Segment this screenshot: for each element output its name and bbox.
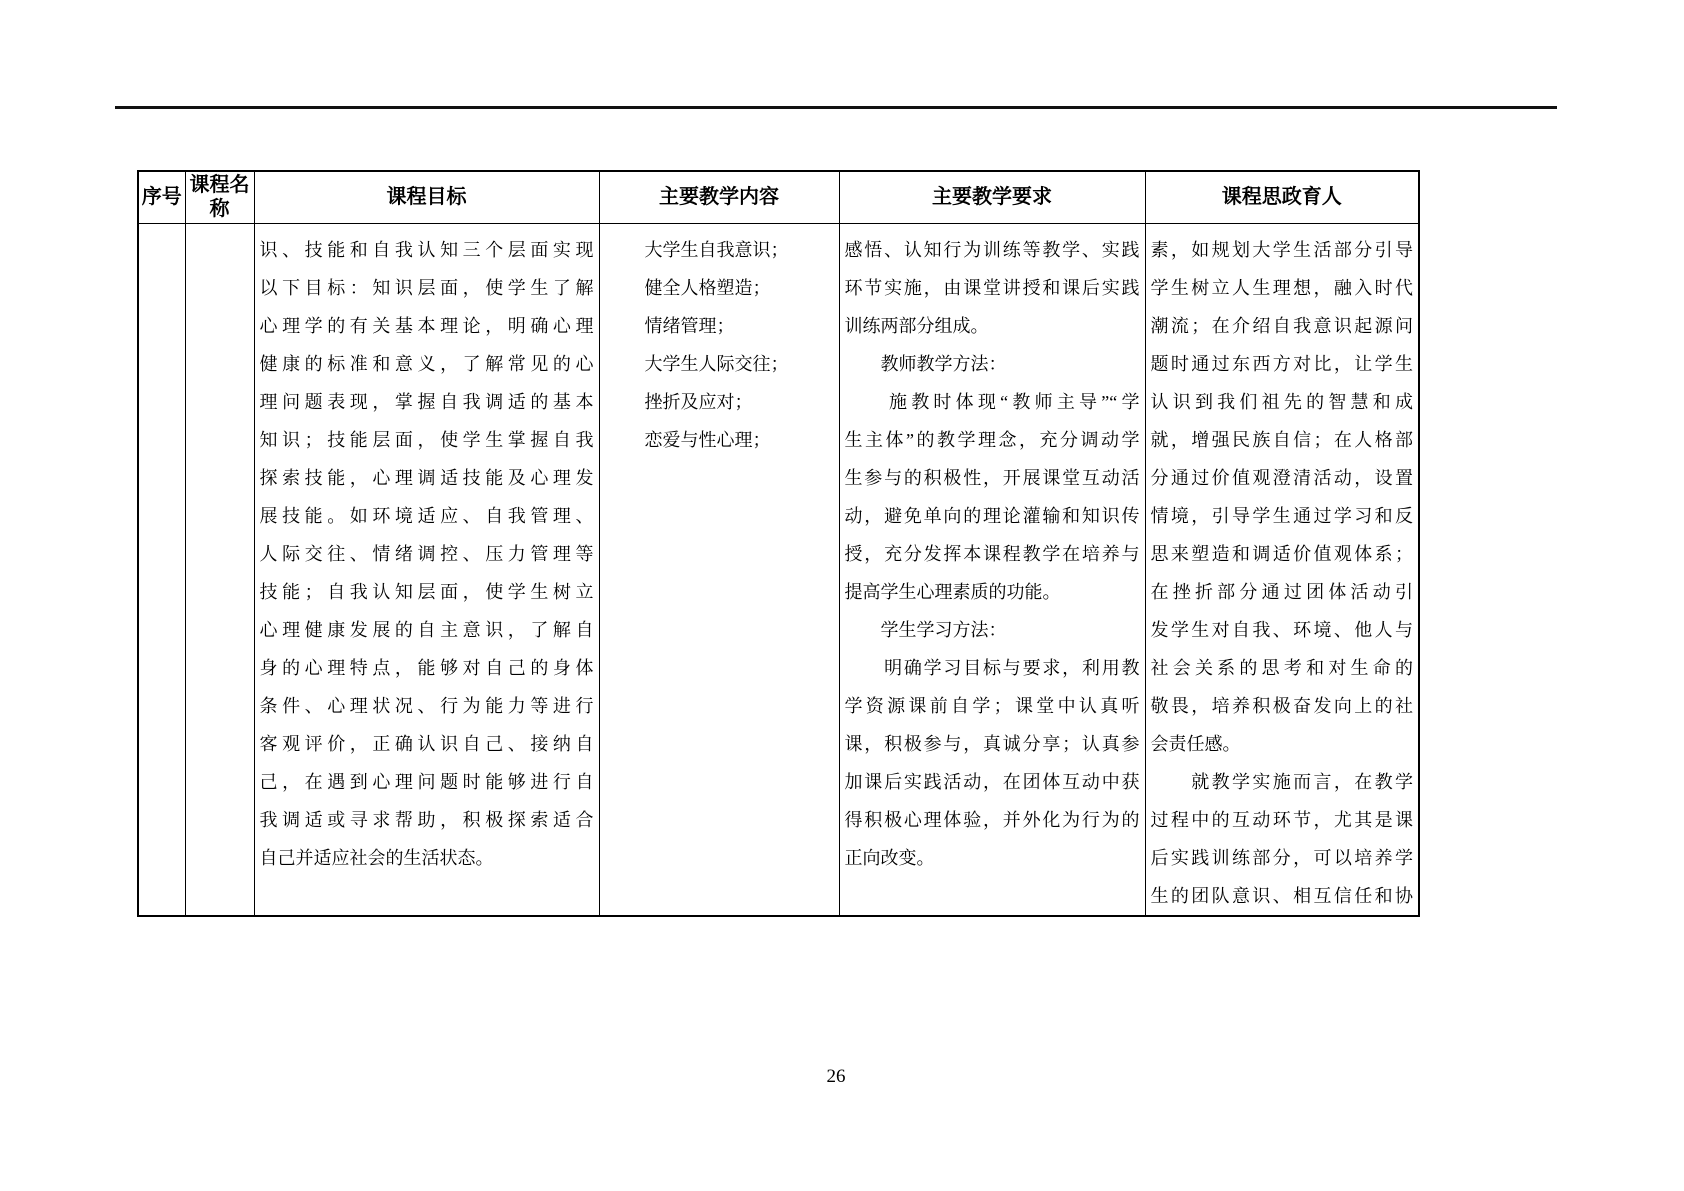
text-line: 技能；自我认知层面，使学生树立 <box>259 581 594 602</box>
cell-seq <box>138 223 185 916</box>
col-header-teaching-content: 主要教学内容 <box>599 171 839 223</box>
text-line: 条件、心理状况、行为能力等进行 <box>259 695 594 716</box>
text-line: 题时通过东西方对比，让学生 <box>1150 353 1413 374</box>
text-line: 知识；技能层面，使学生掌握自我 <box>259 429 594 450</box>
text-line: 潮流；在介绍自我意识起源问 <box>1150 315 1413 336</box>
text-line: 健全人格塑造； <box>644 277 771 298</box>
text-line: 恋爱与性心理； <box>644 429 771 450</box>
text-line: 情境，引导学生通过学习和反 <box>1150 505 1413 526</box>
cell-teaching-content <box>599 223 839 916</box>
text-line: 提高学生心理素质的功能。 <box>844 581 1061 602</box>
text-line: 挫折及应对； <box>644 391 753 412</box>
text-line: 训练两部分组成。 <box>844 315 989 336</box>
text-line: 展技能。如环境适应、自我管理、 <box>259 505 594 526</box>
text-line: 学生树立人生理想，融入时代 <box>1150 277 1413 298</box>
text-line: 身的心理特点，能够对自己的身体 <box>259 657 594 678</box>
col-header-objectives: 课程目标 <box>254 171 599 223</box>
text-line: 自己并适应社会的生活状态。 <box>259 847 494 868</box>
text-line: 认识到我们祖先的智慧和成 <box>1150 391 1413 412</box>
text-line: 感悟、认知行为训练等教学、实践 <box>844 239 1140 260</box>
text-line: 素，如规划大学生活部分引导 <box>1150 239 1413 260</box>
text-line: 生参与的积极性，开展课堂互动活 <box>844 467 1140 488</box>
text-line: 己，在遇到心理问题时能够进行自 <box>259 771 594 792</box>
text-line: 思来塑造和调适价值观体系； <box>1150 543 1413 564</box>
text-line: 分通过价值观澄清活动，设置 <box>1150 467 1413 488</box>
text-line: 以下目标：知识层面，使学生了解 <box>259 277 594 298</box>
text-line: 授，充分发挥本课程教学在培养与 <box>844 543 1140 564</box>
text-line: 人际交往、情绪调控、压力管理等 <box>259 543 594 564</box>
text-line: 探索技能，心理调适技能及心理发 <box>259 467 594 488</box>
text-line: 生的团队意识、相互信任和协 <box>1150 885 1413 906</box>
text-line: 教师教学方法： <box>844 353 1007 374</box>
course-table <box>137 170 1420 917</box>
text-line: 我调适或寻求帮助，积极探索适合 <box>259 809 594 830</box>
text-line: 客观评价，正确认识自己、接纳自 <box>259 733 594 754</box>
table-row <box>138 223 1419 916</box>
text-line: 学资源课前自学；课堂中认真听 <box>844 695 1140 716</box>
text-line: 社会关系的思考和对生命的 <box>1150 657 1413 678</box>
text-line: 识、技能和自我认知三个层面实现 <box>259 239 594 260</box>
text-line: 明确学习目标与要求，利用教 <box>844 657 1140 678</box>
text-line: 理问题表现，掌握自我调适的基本 <box>259 391 594 412</box>
col-header-teaching-requirements: 主要教学要求 <box>839 171 1145 223</box>
text-line: 动，避免单向的理论灌输和知识传 <box>844 505 1140 526</box>
text-line: 心理健康发展的自主意识，了解自 <box>259 619 594 640</box>
text-line: 正向改变。 <box>844 847 935 868</box>
text-line: 施教时体现“教师主导”“学 <box>844 391 1140 412</box>
text-line: 大学生自我意识； <box>644 239 789 260</box>
text-line: 后实践训练部分，可以培养学 <box>1150 847 1413 868</box>
text-line: 生主体”的教学理念，充分调动学 <box>844 429 1140 450</box>
text-line: 学生学习方法： <box>844 619 1007 640</box>
text-line: 过程中的互动环节，尤其是课 <box>1150 809 1413 830</box>
page-header-rule <box>115 106 1557 109</box>
text-line: 发学生对自我、环境、他人与 <box>1150 619 1413 640</box>
text-line: 健康的标准和意义，了解常见的心 <box>259 353 594 374</box>
text-line: 加课后实践活动，在团体互动中获 <box>844 771 1140 792</box>
table-header-row <box>138 171 1419 223</box>
text-line: 会责任感。 <box>1150 733 1241 754</box>
text-line: 情绪管理； <box>644 315 735 336</box>
text-line: 就教学实施而言，在教学 <box>1150 771 1413 792</box>
col-header-course-name: 课程名称 <box>185 171 254 223</box>
cell-teaching-requirements <box>839 223 1145 916</box>
cell-course-name <box>185 223 254 916</box>
cell-ideology <box>1145 223 1419 916</box>
text-line: 在挫折部分通过团体活动引 <box>1150 581 1413 602</box>
text-line: 就，增强民族自信；在人格部 <box>1150 429 1413 450</box>
text-line: 得积极心理体验，并外化为行为的 <box>844 809 1140 830</box>
text-line: 心理学的有关基本理论，明确心理 <box>259 315 594 336</box>
col-header-ideology: 课程思政育人 <box>1145 171 1419 223</box>
col-header-seq: 序号 <box>138 171 185 223</box>
text-line: 课，积极参与，真诚分享；认真参 <box>844 733 1140 754</box>
page-number: 26 <box>826 1066 846 1087</box>
text-line: 敬畏，培养积极奋发向上的社 <box>1150 695 1413 716</box>
text-line: 环节实施，由课堂讲授和课后实践 <box>844 277 1140 298</box>
text-line: 大学生人际交往； <box>644 353 789 374</box>
cell-objectives <box>254 223 599 916</box>
